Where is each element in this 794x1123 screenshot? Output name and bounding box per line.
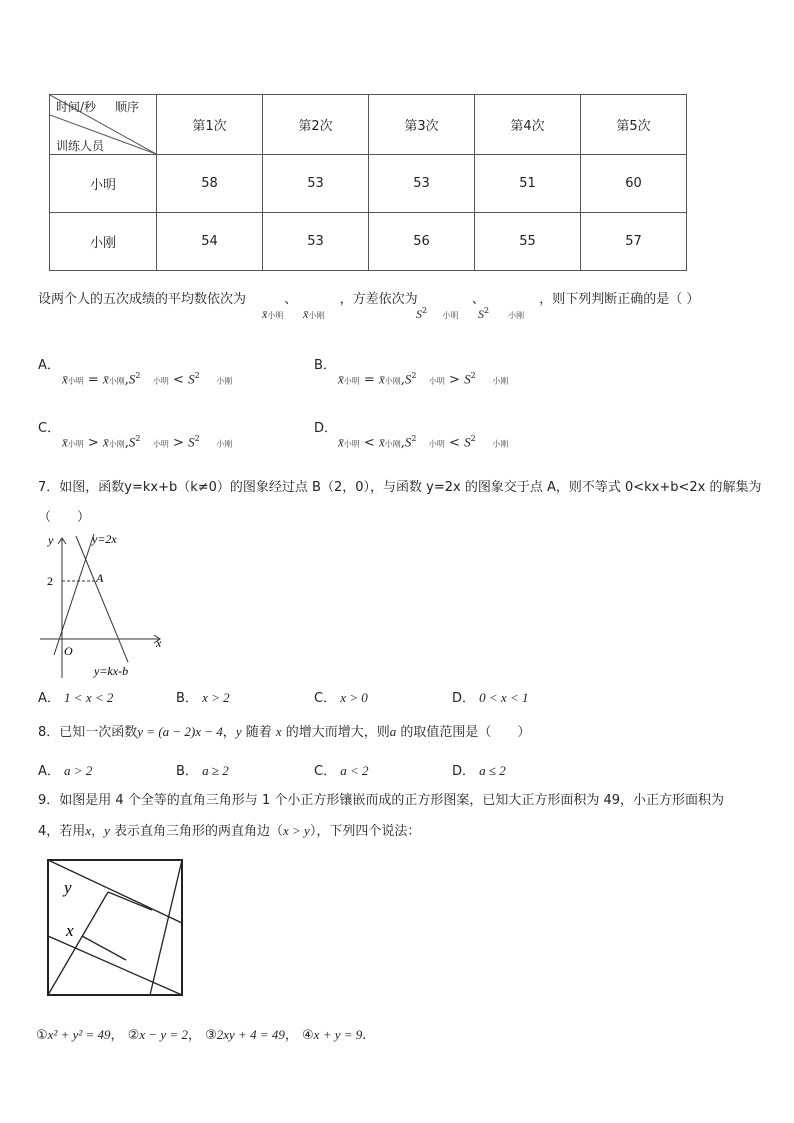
column-header: 第4次 [475,95,581,155]
graph-tick-2: 2 [47,574,53,588]
q7-stem-line2: （ ） [38,510,91,525]
table-cell: 57 [581,213,687,271]
q8-option-b[interactable]: B． a ≥ 2 [176,763,229,779]
q6-stem-c: ，则下列判断正确的是（ ） [539,292,700,307]
q6-option-b[interactable]: B． [314,358,336,373]
q7-option-a[interactable]: A． 1 < x < 2 [38,690,114,706]
triangle-line-4 [48,892,108,995]
q6-var-gang: $S^2$ 小刚 [478,306,525,321]
column-header: 第5次 [581,95,687,155]
statement-1[interactable]: ①x² + y² = 49 [36,1027,111,1043]
line-y-2x [54,534,94,655]
table-cell: 58 [157,155,263,213]
q7-option-b[interactable]: B． x > 2 [176,690,230,706]
table-cell: 51 [475,155,581,213]
inner-square-edge [108,892,152,910]
table-cell: 60 [581,155,687,213]
table-row [50,213,687,271]
q6-option-a-expr: x̄小明 = x̄小刚$,S^2$ 小明 < $S^2$ 小刚 [62,371,233,388]
q6-sep2: 、 [471,292,485,307]
statement-2[interactable]: ②x − y = 2 [127,1027,188,1043]
table-cell: 55 [475,213,581,271]
table-cell: 53 [369,155,475,213]
column-header: 第3次 [369,95,475,155]
table-cell: 54 [157,213,263,271]
q8-stem: 8．已知一次函数y = (a − 2)x − 4，y 随着 x 的增大而增大，则a 的取值范围是（ ） [38,724,531,740]
q8-option-a[interactable]: A． a > 2 [38,763,93,779]
q6-stem-a: 设两个人的五次成绩的平均数依次为 [38,292,247,307]
q6-option-a[interactable]: A． [38,358,60,373]
corner-order-label: 顺序 [115,100,140,114]
table-corner-header [50,95,157,155]
corner-trainee-label: 训练人员 [56,139,105,153]
graph-point-a: A [96,571,104,585]
q9-stem-line1: 9．如图是用 4 个全等的直角三角形与 1 个小正方形镶嵌而成的正方形图案，已知大正方形面积为 49，小正方形面积为 [38,793,725,808]
column-header: 第2次 [263,95,369,155]
q6-mean-ming: x̄小明 [262,307,284,321]
row-name: 小刚 [50,213,157,271]
triangle-line-2 [150,860,182,995]
graph-line2-label: y=kx-b [94,664,129,678]
graph-y-label: y [48,533,54,547]
q6-stem [38,291,699,309]
q6-option-b-expr: x̄小明 = x̄小刚$,S^2$ 小明 > $S^2$ 小刚 [338,371,509,388]
q6-sep1: 、 [284,292,298,307]
q9-figure [44,856,186,1000]
table-cell: 53 [263,213,369,271]
q7-option-d[interactable]: D． 0 < x < 1 [452,690,529,706]
corner-time-label: 时间/秒 [56,100,97,114]
q6-option-d[interactable]: D． [314,421,338,436]
q6-option-c-expr: x̄小明 > x̄小刚$,S^2$ 小明 > $S^2$ 小刚 [62,434,233,451]
q8-function: y = (a − 2)x − 4 [137,724,223,739]
q9-stem-line2: 4，若用x，y 表示直角三角形的两直角边（x > y），下列四个说法： [38,823,421,839]
row-name: 小明 [50,155,157,213]
inner-square-edge [82,936,126,960]
score-table [49,94,687,271]
q9-statements: ①x² + y² = 49， ②x − y = 2， ③2xy + 4 = 49， ④x + y = 9. [36,1027,367,1043]
column-header: 第1次 [157,95,263,155]
q8-option-d[interactable]: D． a ≤ 2 [452,763,506,779]
graph-x-label: x [156,636,162,650]
figure-x-label: x [66,921,74,940]
statement-3[interactable]: ③2xy + 4 = 49 [205,1027,285,1043]
q8-option-c[interactable]: C． a < 2 [314,763,369,779]
statement-4[interactable]: ④x + y = 9 [302,1027,363,1043]
q6-mean-gang: x̄小刚 [303,307,325,321]
q6-option-c[interactable]: C． [38,421,61,436]
q7-option-c[interactable]: C． x > 0 [314,690,368,706]
q6-option-d-expr: x̄小明 < x̄小刚$,S^2$ 小明 < $S^2$ 小刚 [338,434,509,451]
q6-stem-b: ，方差依次为 [339,292,418,307]
table-row [50,155,687,213]
q7-graph [36,528,176,684]
q7-stem-line1: 7．如图，函数y=kx+b（k≠0）的图象经过点 B（2，0），与函数 y=2x 的图象交于点 A，则不等式 0<kx+b<2x 的解集为 [38,480,762,495]
table-cell: 53 [263,155,369,213]
line-y-kx-b [76,536,128,662]
graph-origin-label: O [64,644,73,658]
figure-y-label: y [64,878,72,897]
table-cell: 56 [369,213,475,271]
q6-var-ming: $S^2$ 小明 [416,306,459,321]
graph-line1-label: y=2x [92,532,117,546]
